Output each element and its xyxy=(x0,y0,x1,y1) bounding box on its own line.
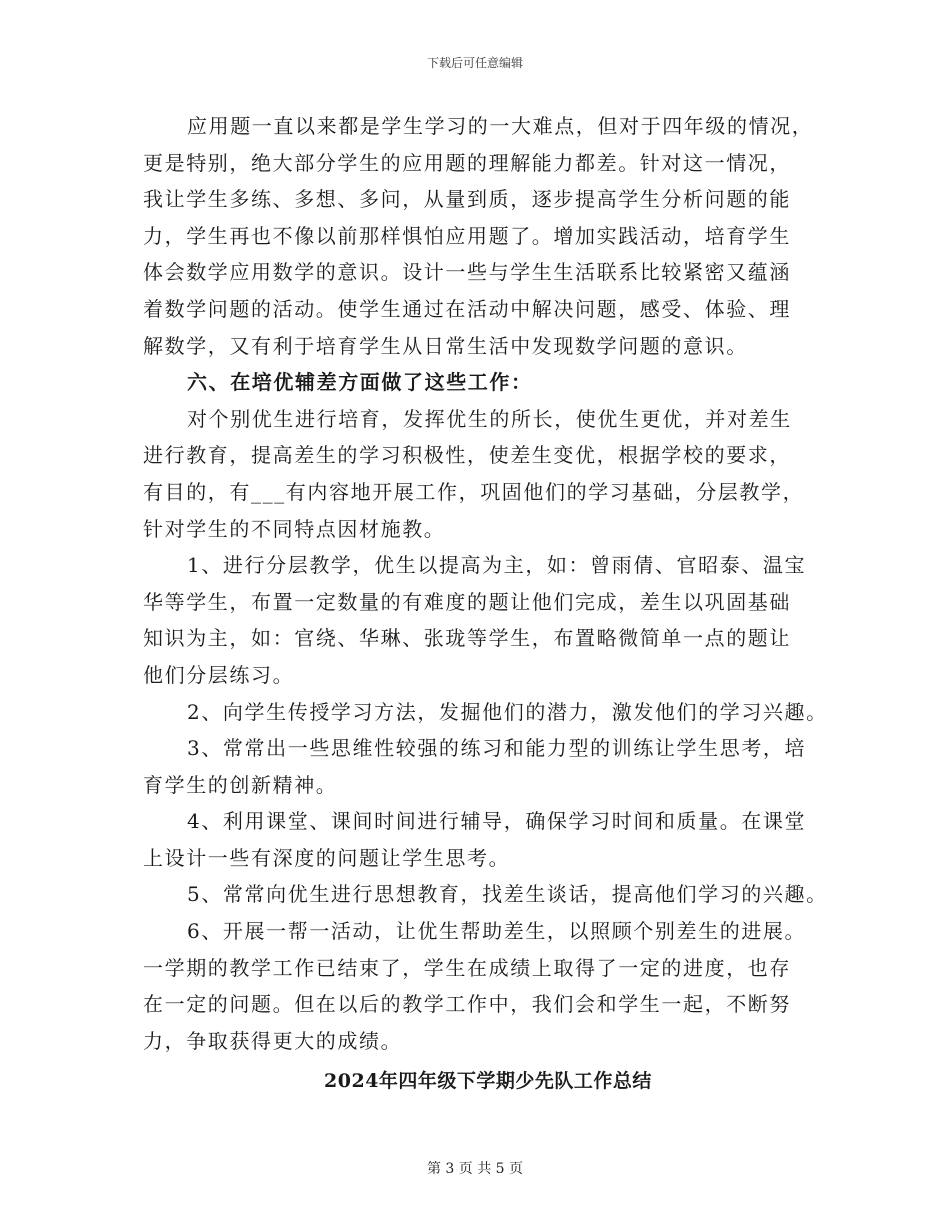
text-line: 力，学生再也不像以前那样惧怕应用题了。增加实践活动，培育学生 xyxy=(143,223,791,248)
list-item-5 xyxy=(143,876,828,913)
text-line: 一学期的教学工作已结束了，学生在成绩上取得了一定的进度，也存 xyxy=(143,955,791,980)
page-header: 下载后可任意编辑 xyxy=(426,56,523,70)
document-body xyxy=(143,108,828,1100)
paragraph-applied-problems xyxy=(143,108,813,364)
list-item-4 xyxy=(143,803,813,876)
section-heading-six xyxy=(143,364,813,401)
text-line: 3、常常出一些思维性较强的练习和能力型的训练让学生思考，培 xyxy=(187,736,807,761)
text-line: 有目的，有___有内容地开展工作，巩固他们的学习基础，分层教学， xyxy=(143,479,805,504)
text-line: 体会数学应用数学的意识。设计一些与学生生活联系比较紧密又蕴涵 xyxy=(143,260,791,285)
text-line: 2、向学生传授学习方法，发掘他们的潜力，激发他们的学习兴趣。 xyxy=(187,699,828,724)
text-line: 他们分层练习。 xyxy=(143,662,295,687)
page-number: 第 3 页 共 5 页 xyxy=(426,1161,524,1177)
text-line: 6、开展一帮一活动，让优生帮助差生，以照顾个别差生的进展。 xyxy=(187,919,807,944)
list-item-2 xyxy=(143,694,828,731)
text-line: 4、利用课堂、课间时间进行辅导，确保学习时间和质量。在课堂 xyxy=(187,809,807,834)
text-line: 上设计一些有深度的问题让学生思考。 xyxy=(143,845,511,870)
text-line: 六、在培优辅差方面做了这些工作： xyxy=(187,370,533,395)
text-line: 在一定的问题。但在以后的教学工作中，我们会和学生一起，不断努 xyxy=(143,992,791,1017)
text-line: 我让学生多练、多想、多问，从量到质，逐步提高学生分析问题的能 xyxy=(143,187,791,212)
section-title: 2024年四年级下学期少先队工作总结 xyxy=(324,1070,652,1093)
text-line: 对个别优生进行培育，发挥优生的所长，使优生更优，并对差生 xyxy=(187,406,792,431)
text-line: 进行教育，提高差生的学习积极性，使差生变优，根据学校的要求， xyxy=(143,443,791,468)
list-item-6 xyxy=(143,913,813,1059)
list-item-1 xyxy=(143,547,813,693)
text-line: 着数学问题的活动。使学生通过在活动中解决问题，感受、体验、理 xyxy=(143,296,791,321)
list-item-3 xyxy=(143,730,813,803)
text-line: 解数学，又有利于培育学生从日常生活中发现数学问题的意识。 xyxy=(143,333,748,358)
text-line: 知识为主，如：官绕、华琳、张珑等学生，布置略微简单一点的题让 xyxy=(143,626,791,651)
text-line: 育学生的创新精神。 xyxy=(143,772,338,797)
text-line: 更是特别，绝大部分学生的应用题的理解能力都差。针对这一情况， xyxy=(143,150,791,175)
text-line: 应用题一直以来都是学生学习的一大难点，但对于四年级的情况， xyxy=(187,114,814,138)
text-line: 华等学生，布置一定数量的有难度的题让他们完成，差生以巩固基础 xyxy=(143,589,791,614)
paragraph-excellent-students xyxy=(143,401,813,547)
text-line: 1、进行分层教学，优生以提高为主，如：曾雨倩、官昭泰、温宝 xyxy=(187,553,807,578)
text-line: 5、常常向优生进行思想教育，找差生谈话，提高他们学习的兴趣。 xyxy=(187,882,828,907)
text-line: 力，争取获得更大的成绩。 xyxy=(143,1028,403,1053)
text-line: 针对学生的不同特点因材施教。 xyxy=(143,516,446,541)
